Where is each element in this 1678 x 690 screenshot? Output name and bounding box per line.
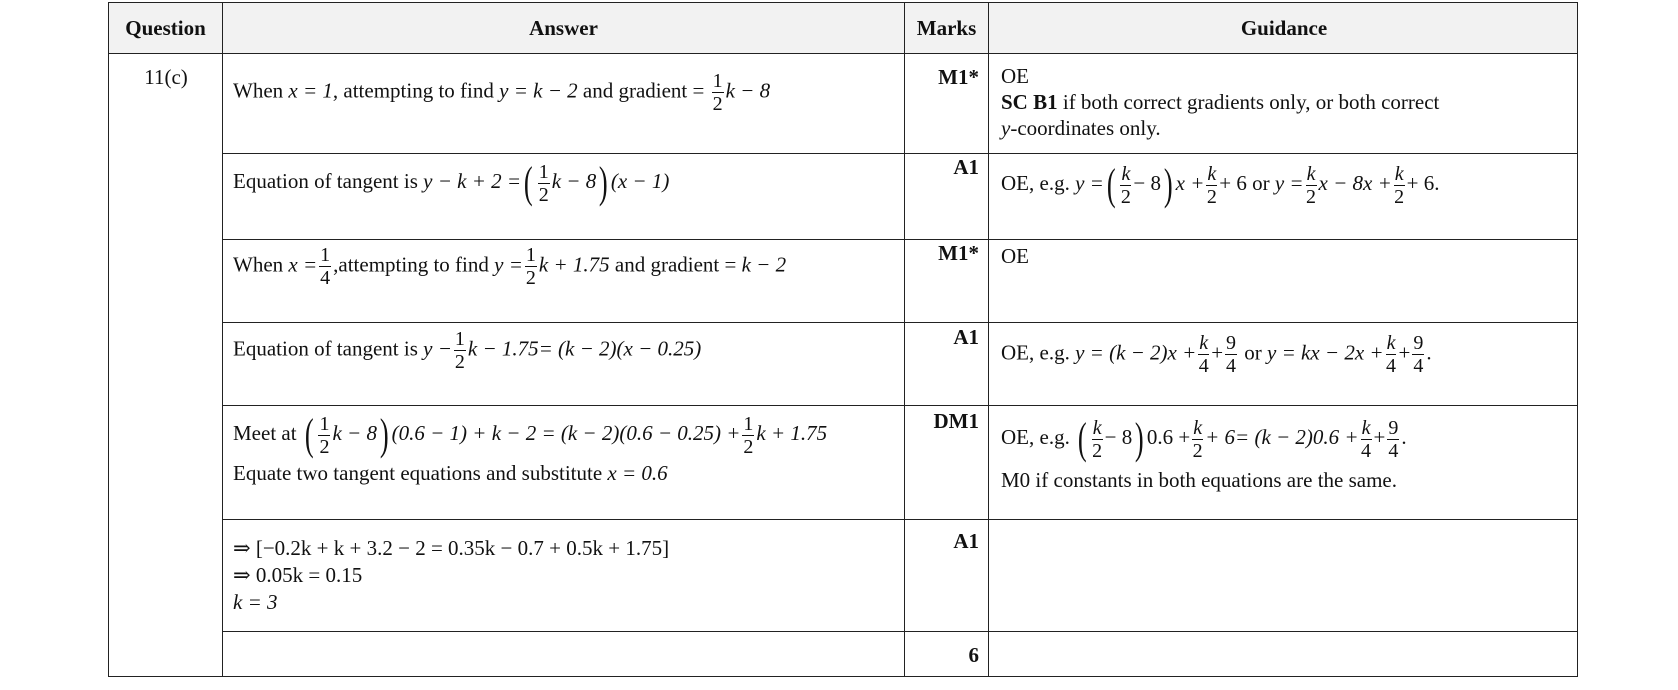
guidance-math: y [1001,116,1011,140]
fraction-numerator: 1 [538,160,549,183]
fraction-numerator: k [1394,162,1404,185]
answer-math: y = k − 2 [499,78,578,103]
col-divider [988,3,989,676]
fraction [318,414,330,457]
guidance-text: or [1239,340,1268,365]
fraction [1394,164,1405,207]
guidance-math: 0.6 + [1146,424,1191,449]
fraction-denominator: 2 [525,267,536,289]
answer-math: (0.6 − 1) + k − 2 = (k − 2)(0.6 − 0.25) + [391,420,741,445]
guidance-math: y = [1274,170,1304,195]
fraction-numerator: 9 [1413,332,1424,354]
guidance-math: x − 8x + [1318,170,1392,195]
fraction [454,329,466,372]
fraction-numerator: 1 [712,70,723,92]
row-divider [223,405,1577,406]
guidance-line [1001,115,1439,141]
fraction-denominator: 4 [1361,439,1372,462]
fraction-numerator: 1 [320,244,331,266]
fraction-numerator: 9 [1226,332,1237,354]
fraction [1192,418,1203,461]
guidance-text: M0 if constants in both equations are the same. [1001,468,1397,492]
bracket-open: ( [1106,160,1116,209]
fraction-denominator: 2 [1306,185,1317,208]
answer-text: and gradient = [577,78,710,103]
fraction-numerator: k [1361,416,1371,439]
guidance-text: . [1401,424,1407,449]
mark-row-2: A1 [953,155,979,179]
answer-math: k − 2 [741,252,787,277]
guidance-math: + [1373,424,1386,449]
fraction-numerator: k [1306,162,1316,185]
bracket-open: ( [1078,414,1087,463]
answer-line: ⇒ 0.05k = 0.15 [233,563,363,587]
guidance-text: if both correct gradients only, or both correct [1057,90,1440,114]
fraction-denominator: 4 [1388,439,1399,462]
fraction [1387,418,1399,461]
guidance-line [1001,414,1407,463]
guidance-math: − 8 [1104,424,1133,449]
fraction-denominator: 2 [1192,439,1203,462]
fraction-denominator: 4 [1198,355,1209,377]
mark-row-5: DM1 [933,409,979,433]
header-answer: Answer [529,16,598,40]
fraction-denominator: 2 [712,93,723,115]
question-number: 11(c) [144,65,188,89]
fraction-numerator: k [1199,332,1209,354]
answer-line: ⇒ [−0.2k + k + 3.2 − 2 = 0.35k − 0.7 + 0.5k + 1.75] [233,536,670,560]
guidance-math: + [1211,340,1224,365]
fraction [525,245,537,288]
fraction-denominator: 2 [1206,185,1217,208]
header-guidance: Guidance [1240,16,1328,40]
fraction-numerator: 9 [1388,416,1399,439]
fraction [1225,333,1237,376]
guidance-math: + 6= (k − 2)0.6 + [1205,424,1359,449]
guidance-math: y = [1075,170,1104,195]
answer-row-2 [233,158,670,207]
guidance-math: − 8 [1133,170,1161,195]
guidance-text: OE, e.g. [1001,170,1076,195]
guidance-line [1001,89,1439,115]
fraction-numerator: 1 [454,328,465,350]
fraction-denominator: 4 [1386,355,1397,377]
bracket-close: ) [599,158,608,207]
guidance-row-5 [1001,414,1407,493]
answer-math: k − 1.75= (k − 2)(x − 0.25) [467,336,702,361]
answer-line [233,410,828,459]
mark-row-6: A1 [953,529,979,553]
answer-math: k + 1.75 [756,420,828,445]
answer-row-4 [233,329,701,372]
guidance-text: + 6 or [1219,170,1275,195]
answer-math: x = [288,252,318,277]
answer-row-1 [233,71,770,114]
fraction [712,71,724,114]
fraction-denominator: 2 [743,435,754,458]
mark-scheme-table [108,2,1578,677]
fraction [1206,164,1217,207]
guidance-bold: SC B1 [1001,90,1058,114]
guidance-row-3: OE [1001,244,1029,268]
answer-text: Equation of tangent is [233,168,424,193]
fraction [1092,418,1103,461]
fraction-denominator: 4 [1413,355,1424,377]
guidance-text: -coordinates only. [1010,116,1161,140]
guidance-math: + [1398,340,1411,365]
fraction-numerator: k [1193,416,1203,439]
answer-text: and gradient = [609,252,742,277]
row-divider [223,519,1577,520]
row-divider [223,153,1577,154]
bracket-open: ( [523,158,533,207]
fraction-denominator: 2 [538,183,549,206]
guidance-text: OE, e.g. [1001,424,1076,449]
fraction-numerator: k [1386,332,1396,354]
fraction [1306,164,1317,207]
row-divider [223,239,1577,240]
guidance-row-2 [1001,160,1440,209]
answer-math: k − 8 [332,420,377,445]
total-marks: 6 [968,643,979,667]
answer-math: x = 0.6 [607,461,668,485]
guidance-row-4 [1001,333,1432,376]
answer-text: Equate two tangent equations and substitute [233,461,608,485]
guidance-math: y = kx − 2x + [1267,340,1384,365]
answer-row-5 [233,410,828,486]
mark-row-3: M1* [938,241,979,265]
fraction [1361,418,1372,461]
fraction-denominator: 2 [1394,185,1405,208]
fraction [742,414,754,457]
guidance-row-1 [1001,63,1439,141]
answer-math: y = [494,252,523,277]
bracket-close: ) [379,410,389,459]
row-divider [223,322,1577,323]
fraction-numerator: k [1121,162,1131,185]
answer-row-6 [233,535,669,616]
guidance-math: x + [1175,170,1205,195]
row-divider [223,631,1577,632]
fraction [1386,333,1397,376]
fraction-numerator: k [1092,416,1102,439]
fraction-numerator: 1 [319,412,330,435]
guidance-text: OE [1001,64,1029,88]
guidance-text: + 6. [1406,170,1440,195]
answer-math: k + 1.75 [538,252,610,277]
bracket-close: ) [1163,160,1173,209]
bracket-close: ) [1135,414,1144,463]
answer-line: k = 3 [233,590,278,614]
fraction [1412,333,1424,376]
answer-text: When [233,252,289,277]
answer-text: Meet at [233,420,302,445]
guidance-math: y = (k − 2)x + [1075,340,1197,365]
fraction-denominator: 2 [1092,439,1103,462]
answer-text: , attempting to find [332,78,500,103]
fraction [538,162,550,205]
fraction-denominator: 4 [1226,355,1237,377]
fraction [1120,164,1131,207]
answer-text: When [233,78,289,103]
guidance-text: OE, e.g. [1001,340,1076,365]
fraction-numerator: k [1207,162,1217,185]
answer-math: y − [423,336,452,361]
fraction-numerator: 1 [743,412,754,435]
answer-math: y − k + 2 = [423,168,522,193]
fraction-denominator: 2 [319,435,330,458]
answer-math: k − 8 [725,78,771,103]
fraction-denominator: 2 [454,351,465,373]
answer-math: k − 8 [551,168,597,193]
answer-line [233,461,827,486]
header-marks: Marks [916,16,977,40]
bracket-open: ( [304,410,314,459]
header-question: Question [125,16,206,40]
fraction [1198,333,1209,376]
answer-math: (x − 1) [610,168,670,193]
answer-text: ,attempting to find [333,252,495,277]
mark-row-4: A1 [953,325,979,349]
fraction-denominator: 2 [1120,185,1131,208]
guidance-text: . [1426,340,1432,365]
fraction [319,245,331,288]
answer-math: x = 1 [288,78,333,103]
fraction-numerator: 1 [525,244,536,266]
mark-row-1: M1* [938,65,979,89]
answer-row-3 [233,245,786,288]
answer-text: Equation of tangent is [233,336,424,361]
fraction-denominator: 4 [320,267,331,289]
col-divider [222,3,223,676]
